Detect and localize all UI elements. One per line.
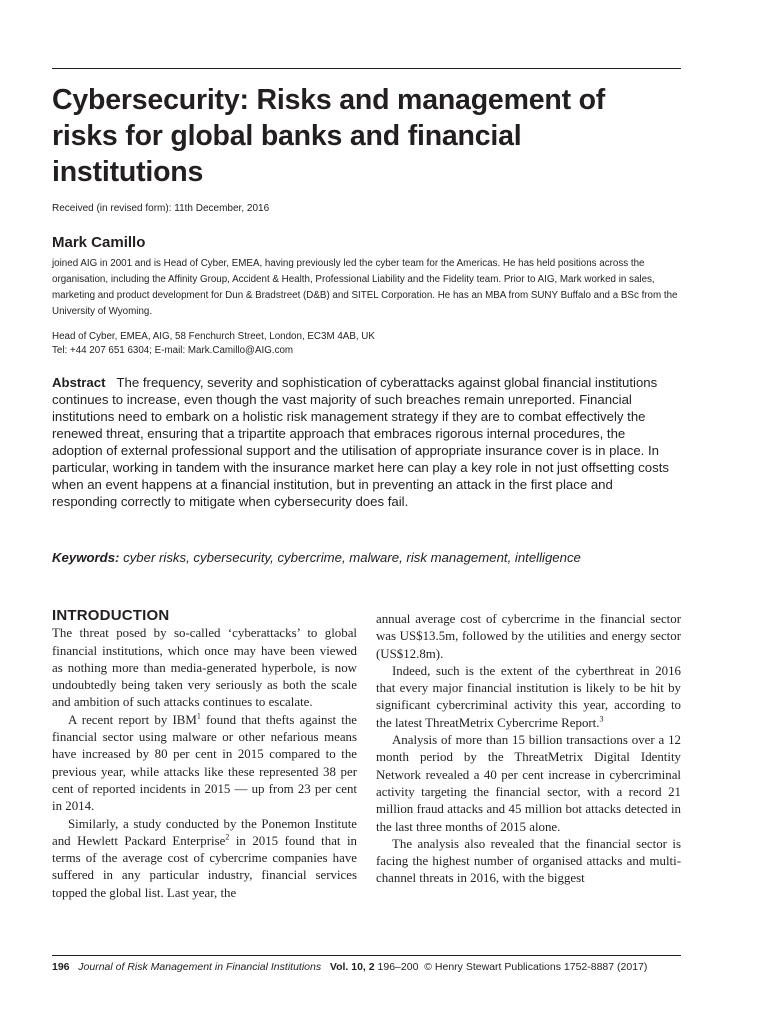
- author-bio: joined AIG in 2001 and is Head of Cyber, EMEA, having previously led the cyber team for the Americas. He has held positions across the organisation, including the Affinity Group, Accident & Health, Professional Liability and the Fidelity team. Prior to AIG, Mark worked in sales, marketing and product development for Dun & Bradstreet (D&B) and SITEL Corporation. He has an MBA from SUNY Buffalo and a BSc from the University of Wyoming.: [52, 258, 678, 317]
- keywords-text: cyber risks, cybersecurity, cybercrime, malware, risk management, intelligence: [123, 550, 581, 565]
- author-address-block: [52, 330, 375, 358]
- publisher-copyright: © Henry Stewart Publications 1752-8887 (2017): [424, 961, 648, 973]
- received-date: Received (in revised form): 11th December, 2016: [52, 203, 270, 214]
- article-title: Cybersecurity: Risks and management of risks for global banks and financial institutions: [52, 84, 606, 188]
- page-number: 196: [52, 961, 70, 973]
- page-range: 196–200: [377, 961, 419, 973]
- author-name: Mark Camillo: [52, 234, 146, 251]
- footnote-ref: 2: [225, 832, 230, 842]
- footnote-ref: 1: [196, 711, 201, 721]
- body-paragraph: Similarly, a study conducted by the Ponemon Institute and Hewlett Packard Enterprise$^2$ in 2015 found that in terms of the average cost of cybercrime companies have suffered in any particular industry, financial services topped the global list. Last year, the: [52, 816, 358, 900]
- author-address: Head of Cyber, EMEA, AIG, 58 Fenchurch Street, London, EC3M 4AB, UK: [52, 331, 375, 342]
- footnote-ref: 3: [599, 714, 604, 724]
- body-paragraph: A recent report by IBM$^1$ found that thefts against the financial sector using malware or other nefarious means have increased by 80 per cent in 2015 compared to the previous year, while attacks like these represented 38 per cent of reported incidents in 2015 — up from 23 per cent in 2014.: [52, 711, 357, 814]
- body-paragraph: The analysis also revealed that the financial sector is facing the highest number of organised attacks and multi-channel threats in 2016, with the biggest: [376, 836, 681, 886]
- keywords-label: Keywords:: [52, 550, 120, 565]
- journal-volume: Vol. 10, 2: [329, 961, 375, 973]
- body-paragraph: annual average cost of cybercrime in the financial sector was US$13.5m, followed by the utilities and energy sector (US$12.8m).: [376, 612, 681, 661]
- body-paragraph: The threat posed by so-called ‘cyberattacks’ to global financial institutions, which once may have been viewed as nothing more than media-generated hyperbole, is now undoubtedly being taken very seriously as both the scale and ambition of such attacks continues to escalate.: [52, 626, 357, 710]
- page-footer: [52, 961, 647, 973]
- body-column-right: [376, 611, 681, 888]
- author-contact: Tel: +44 207 651 6304; E-mail: Mark.Camillo@AIG.com: [52, 345, 294, 356]
- body-paragraph: Analysis of more than 15 billion transactions over a 12 month period by the ThreatMetrix Digital Identity Network revealed a 40 per cent increase in cybercriminal activity targeting the financial sector, with a record 21 million fraud attacks and 45 million bot attacks detected in the last three months of 2015 alone.: [376, 733, 681, 834]
- abstract-label: Abstract: [52, 375, 106, 390]
- body-paragraph: Indeed, such is the extent of the cyberthreat in 2016 that every major financial institution is likely to be hit by significant cybercriminal activity this year, according to the latest ThreatMetrix Cybercrime Report.$^3$: [376, 663, 681, 730]
- body-column-left: [52, 607, 357, 902]
- section-heading: INTRODUCTION: [52, 607, 170, 624]
- abstract-text: The frequency, severity and sophistication of cyberattacks against global financial institutions continues to increase, even though the vast majority of such breaches remain unreported. Financial institutions need to embark on a holistic risk management strategy if they are to combat effectively the renewed threat, ensuring that a tripartite approach that embraces rigorous internal procedures, the adoption of external professional support and the utilisation of appropriate insurance cover is in place. In particular, working in tandem with the insurance market here can play a key role in not just offsetting costs when an event happens at a financial institution, but in preventing an attack in the first place and responding correctly to mitigate when cybersecurity does fail.: [52, 375, 669, 509]
- bottom-rule: [52, 955, 681, 956]
- keywords: [52, 550, 581, 565]
- journal-name: Journal of Risk Management in Financial Institutions: [78, 961, 322, 973]
- top-rule: [52, 68, 681, 69]
- abstract: [52, 374, 677, 510]
